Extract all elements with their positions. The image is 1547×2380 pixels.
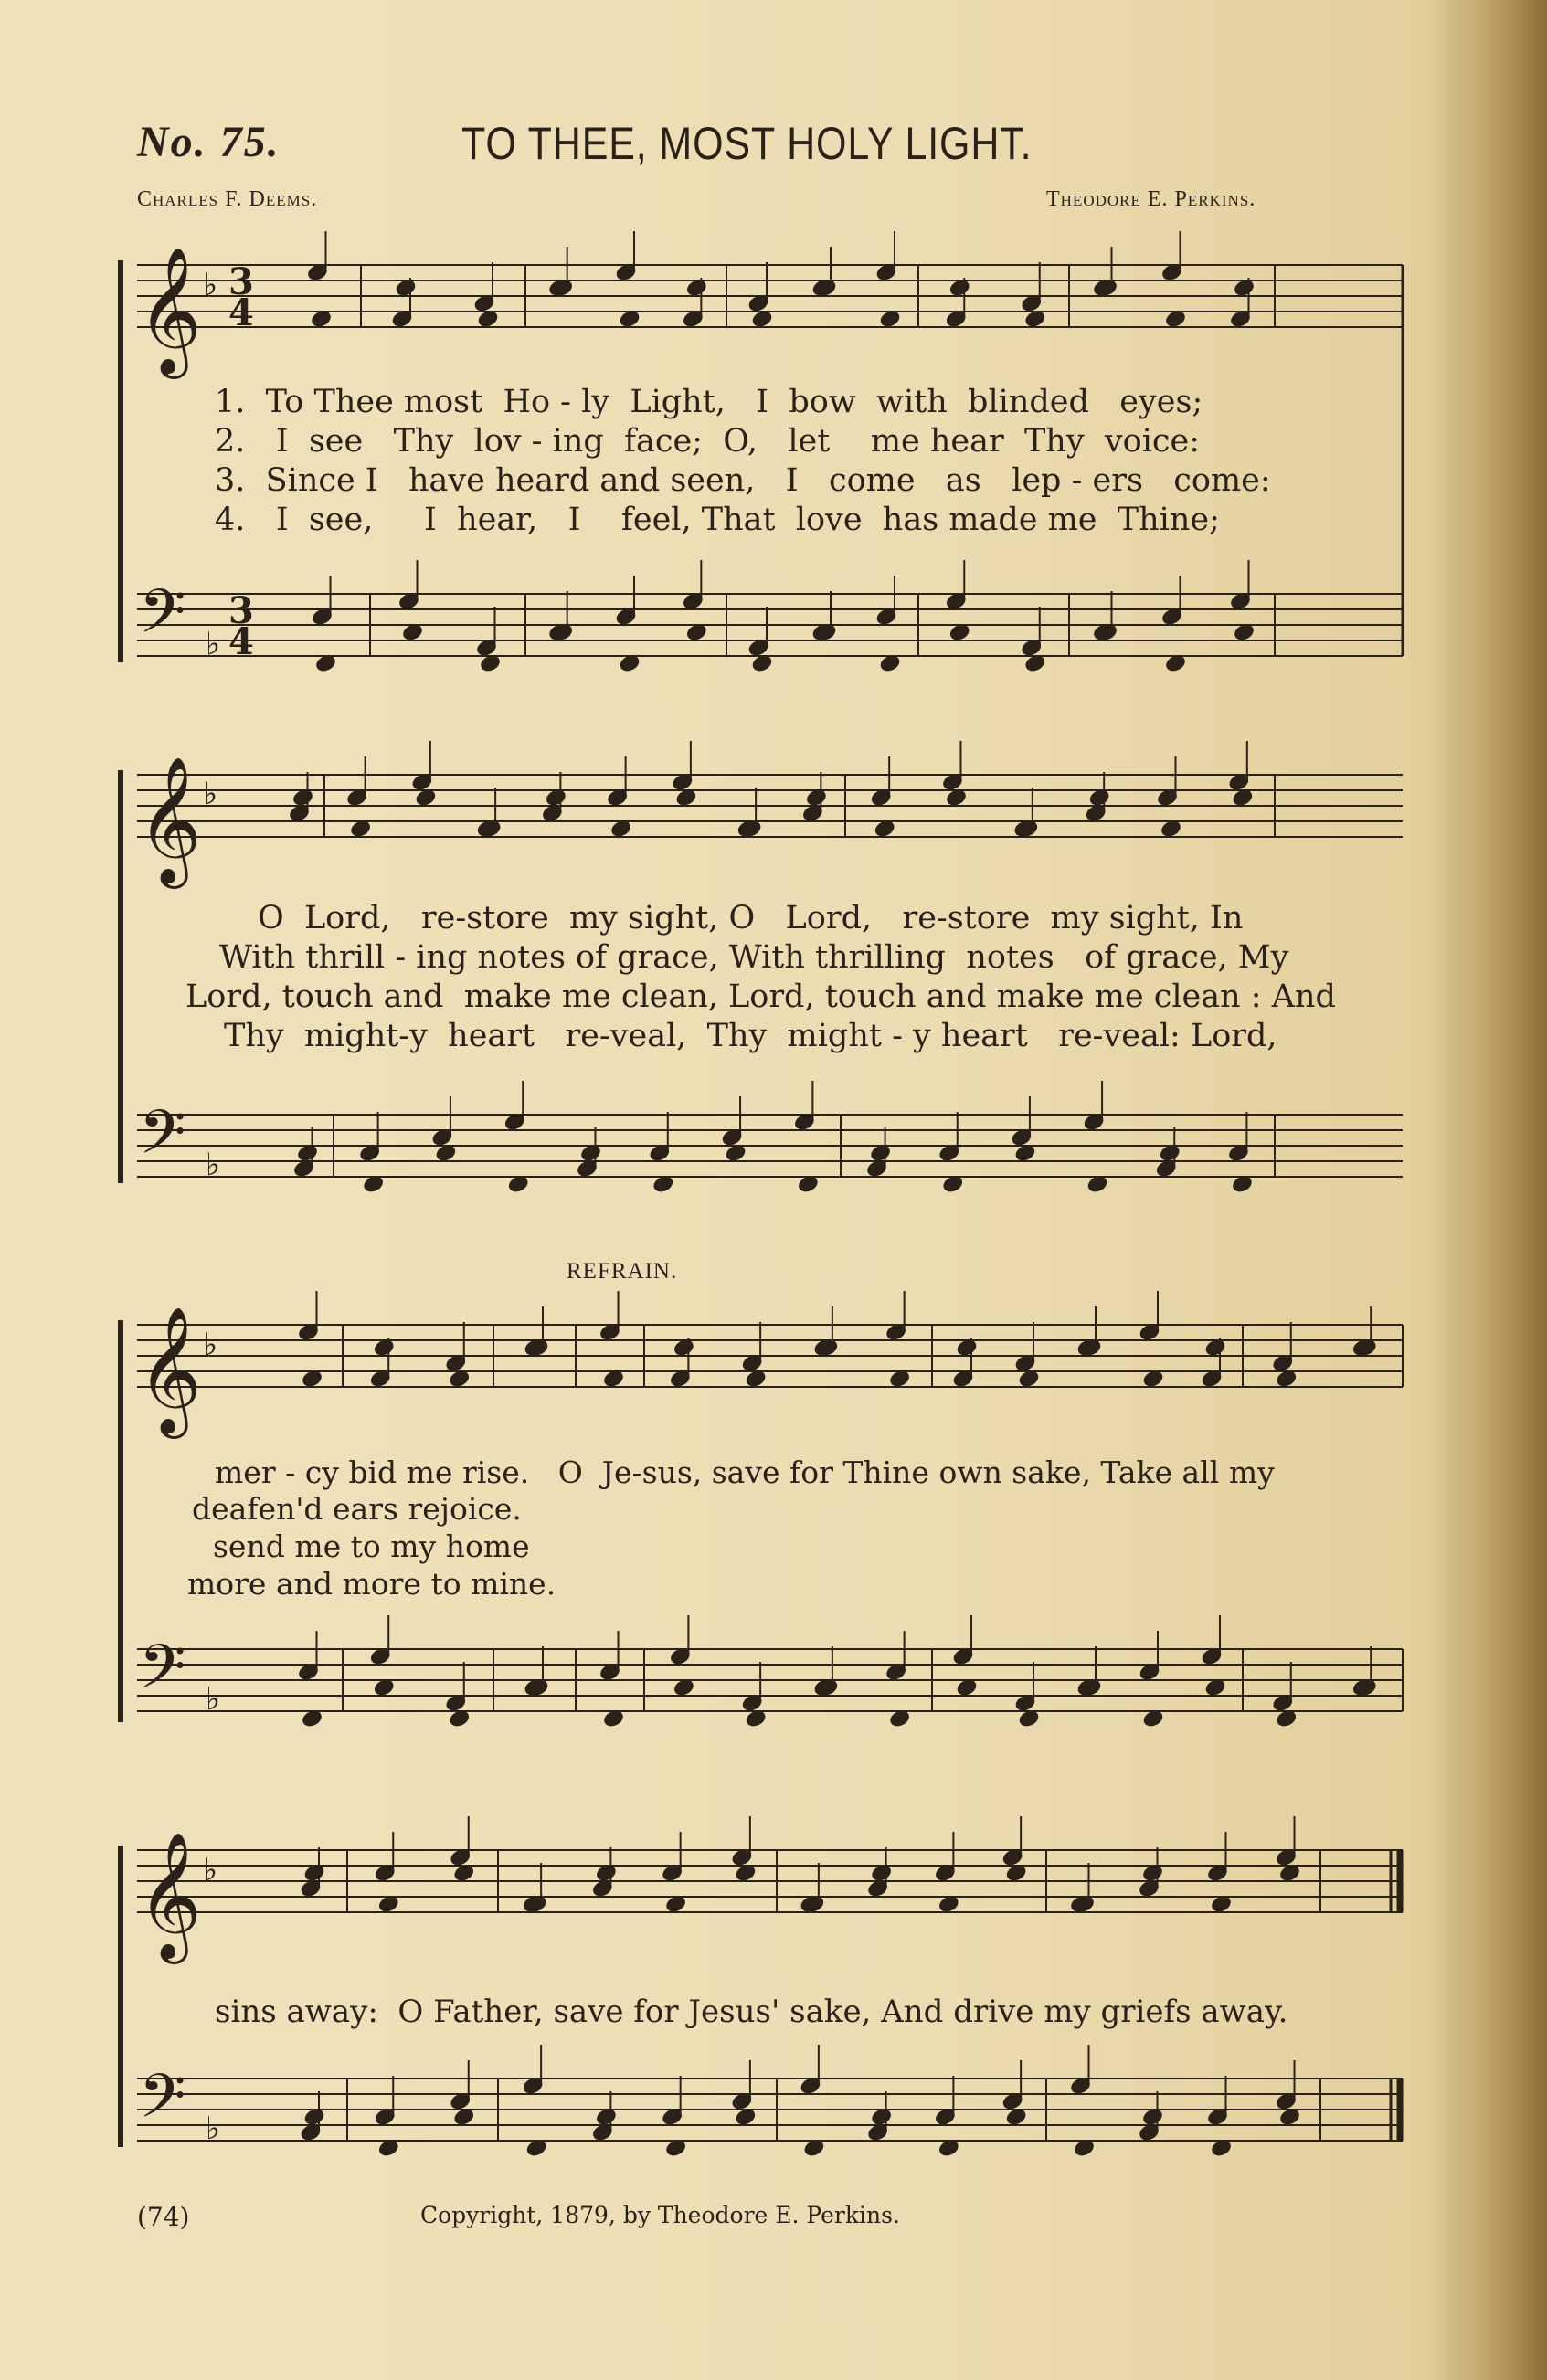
note-head xyxy=(476,819,498,838)
note-head xyxy=(662,2107,683,2126)
note-head xyxy=(800,1894,821,1913)
svg-text:3: 3 xyxy=(228,589,254,632)
note-head xyxy=(359,1143,381,1162)
note-head xyxy=(751,309,773,328)
note-head xyxy=(300,2122,322,2142)
note-head xyxy=(595,2107,617,2126)
note-head xyxy=(599,1662,620,1681)
note-head xyxy=(548,622,570,641)
note-head xyxy=(747,293,769,312)
note-head xyxy=(363,1174,385,1193)
note-head xyxy=(1005,1863,1027,1882)
note-head xyxy=(306,262,328,281)
note-head xyxy=(735,1863,757,1882)
note-head xyxy=(369,1646,391,1666)
verse-line-4: Thy might-y heart re-veal, Thy might - y heart re-veal: Lord, xyxy=(224,1018,1277,1054)
verse-line-4: 4. I see, I hear, I feel, That love has made me Thine; xyxy=(215,502,1220,538)
note-head xyxy=(800,2076,821,2095)
note-head xyxy=(685,278,707,297)
note-head xyxy=(879,653,901,672)
note-head xyxy=(288,803,310,822)
note-head xyxy=(736,819,758,838)
note-head xyxy=(682,591,704,610)
note-head xyxy=(934,1863,956,1882)
note-head xyxy=(552,278,574,297)
note-head xyxy=(938,1894,959,1913)
hymn-title: TO THEE, MOST HOLY LIGHT. xyxy=(461,118,1033,169)
note-head xyxy=(411,772,433,791)
note-head xyxy=(615,607,637,626)
note-head xyxy=(1088,788,1110,807)
svg-text:𝄞: 𝄞 xyxy=(137,756,202,883)
note-head xyxy=(527,1677,549,1697)
verse-line-2: With thrill - ing notes of grace, With thrilling notes of grace, My xyxy=(219,939,1289,976)
svg-text:♭: ♭ xyxy=(203,267,218,303)
note-head xyxy=(1272,1693,1294,1712)
note-head xyxy=(450,2091,472,2110)
note-head xyxy=(435,1143,457,1162)
note-head xyxy=(1092,622,1114,641)
note-head xyxy=(297,1662,319,1681)
note-head xyxy=(1155,1158,1177,1178)
note-head xyxy=(1018,1708,1040,1728)
note-head xyxy=(948,622,970,641)
verse-line-1: sins away: O Father, save for Jesus' sake, And drive my griefs away. xyxy=(215,1994,1288,2030)
note-head xyxy=(685,622,707,641)
note-head xyxy=(797,1174,819,1193)
note-head xyxy=(1201,1646,1223,1666)
note-head xyxy=(1355,1677,1377,1697)
note-head xyxy=(871,2107,893,2126)
note-head xyxy=(813,1677,835,1697)
note-head xyxy=(1210,2138,1232,2157)
note-head xyxy=(1138,2122,1160,2142)
note-head xyxy=(673,1677,694,1697)
note-head xyxy=(1096,622,1118,641)
note-head xyxy=(1021,638,1043,657)
svg-text:♭: ♭ xyxy=(203,776,218,812)
svg-text:𝄢: 𝄢 xyxy=(139,1097,186,1182)
verse-line-3: send me to my home xyxy=(213,1528,530,1564)
note-head xyxy=(1275,2091,1297,2110)
note-head xyxy=(875,607,897,626)
note-head xyxy=(1164,653,1186,672)
note-head xyxy=(1141,1863,1163,1882)
note-head xyxy=(296,1143,318,1162)
note-head xyxy=(875,262,897,281)
note-head xyxy=(673,1338,694,1357)
note-head xyxy=(745,1708,767,1728)
note-head xyxy=(1069,2076,1091,2095)
note-head xyxy=(934,2107,956,2126)
note-head xyxy=(867,1878,889,1898)
note-head xyxy=(1086,1174,1108,1193)
note-head xyxy=(300,1878,322,1898)
treble-clef-icon: 𝄞 xyxy=(137,247,202,374)
note-head xyxy=(599,1322,620,1341)
staff-lines xyxy=(137,265,1403,327)
note-head xyxy=(793,1112,815,1131)
note-head xyxy=(377,2138,399,2157)
note-head xyxy=(576,1158,598,1178)
note-head xyxy=(813,1338,835,1357)
note-head xyxy=(938,2138,959,2157)
note-head xyxy=(1092,278,1114,297)
note-head xyxy=(445,1353,467,1372)
note-head xyxy=(1096,278,1118,297)
note-head xyxy=(1080,1677,1102,1697)
note-head xyxy=(740,819,762,838)
svg-text:4: 4 xyxy=(228,620,254,663)
note-head xyxy=(1276,1708,1298,1728)
svg-text:𝄞: 𝄞 xyxy=(137,1306,202,1433)
note-head xyxy=(453,2107,475,2126)
note-head xyxy=(579,1143,601,1162)
note-head xyxy=(811,622,833,641)
note-head xyxy=(610,819,632,838)
refrain-label: REFRAIN. xyxy=(567,1259,678,1284)
note-head xyxy=(1011,1127,1033,1147)
copyright-notice: Copyright, 1879, by Theodore E. Perkins. xyxy=(420,2202,900,2228)
note-head xyxy=(938,1143,960,1162)
note-head xyxy=(811,278,833,297)
note-head xyxy=(956,1338,978,1357)
note-head xyxy=(735,2107,757,2126)
note-head xyxy=(445,1693,467,1712)
note-head xyxy=(350,819,372,838)
svg-text:♭: ♭ xyxy=(206,2110,221,2147)
note-head xyxy=(1204,1677,1226,1697)
note-head xyxy=(449,1708,471,1728)
note-head xyxy=(453,1863,475,1882)
note-head xyxy=(527,1338,549,1357)
svg-text:4: 4 xyxy=(228,291,254,334)
note-head xyxy=(805,788,827,807)
note-head xyxy=(1206,2107,1228,2126)
note-head xyxy=(548,278,570,297)
author-credit: Charles F. Deems. xyxy=(137,187,318,211)
note-head xyxy=(1076,1338,1098,1357)
note-head xyxy=(801,803,823,822)
verse-line-1: O Lord, re-store my sight, O Lord, re-store my sight, In xyxy=(258,900,1244,936)
note-head xyxy=(503,1112,525,1131)
note-head xyxy=(374,1863,396,1882)
note-head xyxy=(395,278,417,297)
note-head xyxy=(952,1369,974,1388)
note-head xyxy=(952,1646,974,1666)
note-head xyxy=(1232,788,1254,807)
note-head xyxy=(292,1158,314,1178)
note-head xyxy=(1076,1677,1098,1697)
note-head xyxy=(1159,1143,1181,1162)
note-head xyxy=(649,1143,671,1162)
note-head xyxy=(945,788,967,807)
note-head xyxy=(948,278,970,297)
note-head xyxy=(1276,1369,1298,1388)
note-head xyxy=(885,1322,907,1341)
note-head xyxy=(1204,1338,1226,1357)
note-head xyxy=(1141,2107,1163,2126)
note-head xyxy=(524,1677,546,1697)
note-head xyxy=(1228,772,1250,791)
note-head xyxy=(721,1127,743,1147)
note-head xyxy=(369,1369,391,1388)
note-head xyxy=(1142,1369,1164,1388)
note-head xyxy=(669,1369,691,1388)
note-head xyxy=(310,309,332,328)
note-head xyxy=(1080,1338,1102,1357)
note-head xyxy=(1069,1894,1091,1913)
note-head xyxy=(619,309,641,328)
note-head xyxy=(1083,1112,1105,1131)
note-head xyxy=(870,1143,892,1162)
note-head xyxy=(1351,1677,1373,1697)
note-head xyxy=(473,293,495,312)
note-head xyxy=(373,1677,395,1697)
note-head xyxy=(1156,788,1178,807)
note-head xyxy=(889,1369,911,1388)
hymn-number: No. 75. xyxy=(137,118,281,166)
verse-line-3: 3. Since I have heard and seen, I come as lep - ers come: xyxy=(215,462,1271,499)
note-head xyxy=(552,622,574,641)
note-head xyxy=(879,309,901,328)
note-head xyxy=(602,1369,624,1388)
note-head xyxy=(665,2138,687,2157)
note-head xyxy=(1139,1322,1160,1341)
note-head xyxy=(885,1662,907,1681)
note-head xyxy=(602,1708,624,1728)
note-head xyxy=(745,1369,767,1388)
note-head xyxy=(675,788,697,807)
svg-text:𝄞: 𝄞 xyxy=(137,1832,202,1959)
note-head xyxy=(449,1369,471,1388)
note-head xyxy=(874,819,895,838)
note-head xyxy=(945,309,967,328)
note-head xyxy=(525,2138,547,2157)
note-head xyxy=(1278,1863,1300,1882)
note-head xyxy=(477,309,499,328)
note-head xyxy=(731,1847,753,1867)
note-head xyxy=(1024,309,1046,328)
note-head xyxy=(314,653,336,672)
svg-text:♭: ♭ xyxy=(206,626,221,662)
note-head xyxy=(541,803,563,822)
note-head xyxy=(1231,1174,1253,1193)
note-head xyxy=(665,1894,687,1913)
note-head xyxy=(522,2076,544,2095)
svg-text:♭: ♭ xyxy=(203,1327,218,1363)
note-head xyxy=(1085,803,1107,822)
note-head xyxy=(619,653,641,672)
note-head xyxy=(607,788,629,807)
note-head xyxy=(1001,2091,1023,2110)
note-head xyxy=(1233,622,1255,641)
note-head xyxy=(524,1338,546,1357)
verse-line-1: 1. To Thee most Ho - ly Light, I bow with blinded eyes; xyxy=(215,384,1203,420)
svg-text:♭: ♭ xyxy=(206,1147,221,1183)
note-head xyxy=(672,772,694,791)
note-head xyxy=(1138,1878,1160,1898)
note-head xyxy=(522,1894,544,1913)
note-head xyxy=(480,819,502,838)
note-head xyxy=(652,1174,674,1193)
note-head xyxy=(1001,1847,1023,1867)
note-head xyxy=(1233,278,1255,297)
note-head xyxy=(731,2091,753,2110)
svg-text:𝄢: 𝄢 xyxy=(139,2061,186,2146)
note-head xyxy=(391,309,413,328)
note-head xyxy=(1014,1143,1036,1162)
note-head xyxy=(1210,1894,1232,1913)
note-head xyxy=(301,1369,323,1388)
note-head xyxy=(1160,262,1182,281)
note-head xyxy=(373,1338,395,1357)
note-head xyxy=(591,1878,613,1898)
svg-text:♭: ♭ xyxy=(203,1852,218,1888)
note-head xyxy=(682,309,704,328)
verse-line-4: more and more to mine. xyxy=(187,1566,556,1602)
note-head xyxy=(817,1338,839,1357)
note-head xyxy=(870,788,892,807)
note-head xyxy=(747,638,769,657)
note-head xyxy=(1227,1143,1249,1162)
note-head xyxy=(479,653,501,672)
note-head xyxy=(374,2107,396,2126)
note-head xyxy=(1164,309,1186,328)
note-head xyxy=(1355,1338,1377,1357)
note-head xyxy=(815,622,837,641)
note-head xyxy=(741,1693,763,1712)
note-head xyxy=(956,1677,978,1697)
note-head xyxy=(545,788,567,807)
svg-text:♭: ♭ xyxy=(206,1681,221,1718)
verse-line-3: Lord, touch and make me clean, Lord, touch and make me clean : And xyxy=(185,978,1336,1015)
note-head xyxy=(1160,819,1181,838)
note-head xyxy=(615,262,637,281)
note-head xyxy=(475,638,497,657)
note-head xyxy=(867,2122,889,2142)
note-head xyxy=(525,1894,547,1913)
note-head xyxy=(377,1894,399,1913)
note-head xyxy=(1014,1693,1036,1712)
note-head xyxy=(397,591,419,610)
note-head xyxy=(1073,1894,1095,1913)
note-head xyxy=(303,1863,325,1882)
note-head xyxy=(741,1353,763,1372)
note-head xyxy=(803,2138,825,2157)
note-head xyxy=(871,1863,893,1882)
note-head xyxy=(803,1894,825,1913)
note-head xyxy=(401,622,423,641)
note-head xyxy=(1073,2138,1095,2157)
note-head xyxy=(1229,309,1251,328)
note-head xyxy=(1021,293,1043,312)
note-head xyxy=(1229,591,1251,610)
note-head xyxy=(941,772,963,791)
note-head xyxy=(346,788,368,807)
note-head xyxy=(1351,1338,1373,1357)
note-head xyxy=(415,788,437,807)
verse-line-2: 2. I see Thy lov - ing face; O, let me hear Thy voice: xyxy=(215,423,1201,460)
note-head xyxy=(1139,1662,1160,1681)
svg-text:𝄢: 𝄢 xyxy=(139,1632,186,1717)
note-head xyxy=(817,1677,839,1697)
bass-clef-icon: 𝄢 xyxy=(139,576,186,661)
note-head xyxy=(301,1708,323,1728)
note-head xyxy=(889,1708,911,1728)
note-head xyxy=(1005,2107,1027,2126)
note-head xyxy=(669,1646,691,1666)
note-head xyxy=(1160,607,1182,626)
note-head xyxy=(945,591,967,610)
note-head xyxy=(1013,819,1035,838)
svg-text:3: 3 xyxy=(228,260,254,303)
note-head xyxy=(751,653,773,672)
note-head xyxy=(662,1863,683,1882)
note-head xyxy=(297,1322,319,1341)
note-head xyxy=(1278,2107,1300,2126)
verse-line-2: deafen'd ears rejoice. xyxy=(192,1491,522,1527)
note-head xyxy=(595,1863,617,1882)
note-head xyxy=(1142,1708,1164,1728)
note-head xyxy=(1275,1847,1297,1867)
note-head xyxy=(1017,819,1039,838)
note-head xyxy=(291,788,313,807)
note-head xyxy=(942,1174,964,1193)
composer-credit: Theodore E. Perkins. xyxy=(1046,187,1256,211)
note-head xyxy=(1201,1369,1223,1388)
note-head xyxy=(1272,1353,1294,1372)
note-head xyxy=(303,2107,325,2126)
note-head xyxy=(591,2122,613,2142)
note-head xyxy=(431,1127,453,1147)
note-head xyxy=(1024,653,1046,672)
note-head xyxy=(450,1847,472,1867)
note-head xyxy=(507,1174,529,1193)
page-number: (74) xyxy=(137,2202,190,2232)
note-head xyxy=(725,1143,747,1162)
note-head xyxy=(1018,1369,1040,1388)
note-head xyxy=(1206,1863,1228,1882)
note-head xyxy=(1014,1353,1036,1372)
note-head xyxy=(815,278,837,297)
verse-line-1: mer - cy bid me rise. O Je-sus, save for Thine own sake, Take all my xyxy=(215,1454,1275,1490)
note-head xyxy=(311,607,333,626)
note-head xyxy=(866,1158,888,1178)
